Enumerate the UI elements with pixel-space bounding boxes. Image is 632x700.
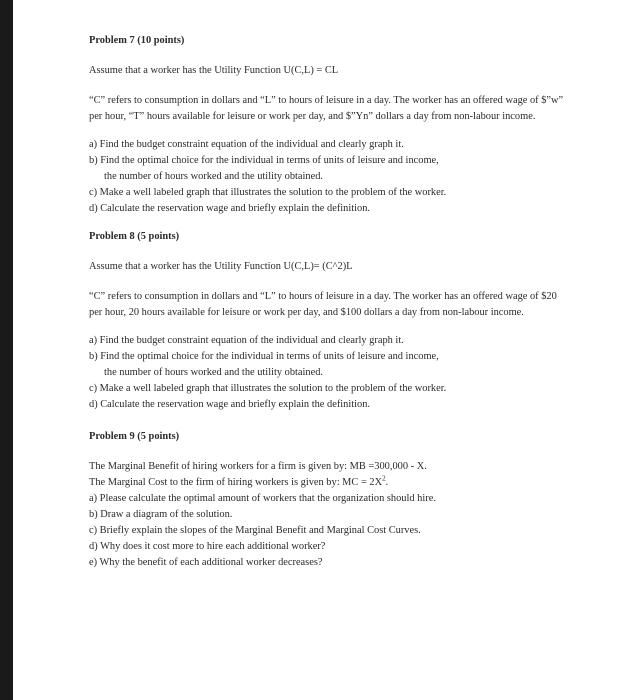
- problem-8-part-b-continued: the number of hours worked and the utility obtained.: [104, 367, 324, 378]
- mc-text: The Marginal Cost to the firm of hiring workers is given by: MC = 2X: [89, 477, 383, 488]
- problem-9-marginal-cost: [89, 475, 569, 491]
- problem-7-part-b-continued: the number of hours worked and the utility obtained.: [104, 171, 324, 182]
- problem-9-part-c: c) Briefly explain the slopes of the Marginal Benefit and Marginal Cost Curves.: [89, 525, 421, 536]
- problem-9-part-d: d) Why does it cost more to hire each additional worker?: [89, 541, 326, 552]
- problem-7-part-c: c) Make a well labeled graph that illustrates the solution to the problem of the worker.: [89, 187, 447, 198]
- problem-7-part-b: b) Find the optimal choice for the individual in terms of units of leisure and income,: [89, 155, 439, 166]
- problem-7-heading: Problem 7 (10 points): [89, 35, 185, 46]
- left-edge-bar: [0, 0, 13, 700]
- problem-8-part-a: a) Find the budget constraint equation of the individual and clearly graph it.: [89, 335, 404, 346]
- mc-suffix: .: [385, 477, 389, 488]
- problem-8-part-d: d) Calculate the reservation wage and briefly explain the definition.: [89, 399, 371, 410]
- problem-7-description: “C” refers to consumption in dollars and “L” to hours of leisure in a day. The worker has an offered wage of $”w” per hour, “T” hours available for leisure or work per day, and $”Yn” dollars a day from non-labour income.: [89, 95, 564, 122]
- problem-7-part-a: a) Find the budget constraint equation of the individual and clearly graph it.: [89, 139, 404, 150]
- problem-9-part-a: a) Please calculate the optimal amount of workers that the organization should hire.: [89, 493, 436, 504]
- problem-9-part-b: b) Draw a diagram of the solution.: [89, 509, 233, 520]
- problem-9-part-e: e) Why the benefit of each additional worker decreases?: [89, 557, 323, 568]
- problem-8-part-b: b) Find the optimal choice for the individual in terms of units of leisure and income,: [89, 351, 439, 362]
- problem-9-heading: Problem 9 (5 points): [89, 431, 180, 442]
- problem-9-marginal-benefit: The Marginal Benefit of hiring workers for a firm is given by: MB =300,000 - X.: [89, 461, 427, 472]
- problem-8-part-c: c) Make a well labeled graph that illustrates the solution to the problem of the worker.: [89, 383, 447, 394]
- problem-8-heading: Problem 8 (5 points): [89, 231, 180, 242]
- mc-exponent: 2: [382, 474, 386, 483]
- problem-7-intro: Assume that a worker has the Utility Function U(C,L) = CL: [89, 65, 339, 76]
- document-page: [89, 33, 569, 571]
- problem-8-description: “C” refers to consumption in dollars and “L” to hours of leisure in a day. The worker has an offered wage of $20 per hour, 20 hours available for leisure or work per day, and $100 dollars a day from non-labour income.: [89, 291, 557, 318]
- problem-7-part-d: d) Calculate the reservation wage and briefly explain the definition.: [89, 203, 371, 214]
- problem-8-intro: Assume that a worker has the Utility Function U(C,L)= (C^2)L: [89, 261, 353, 272]
